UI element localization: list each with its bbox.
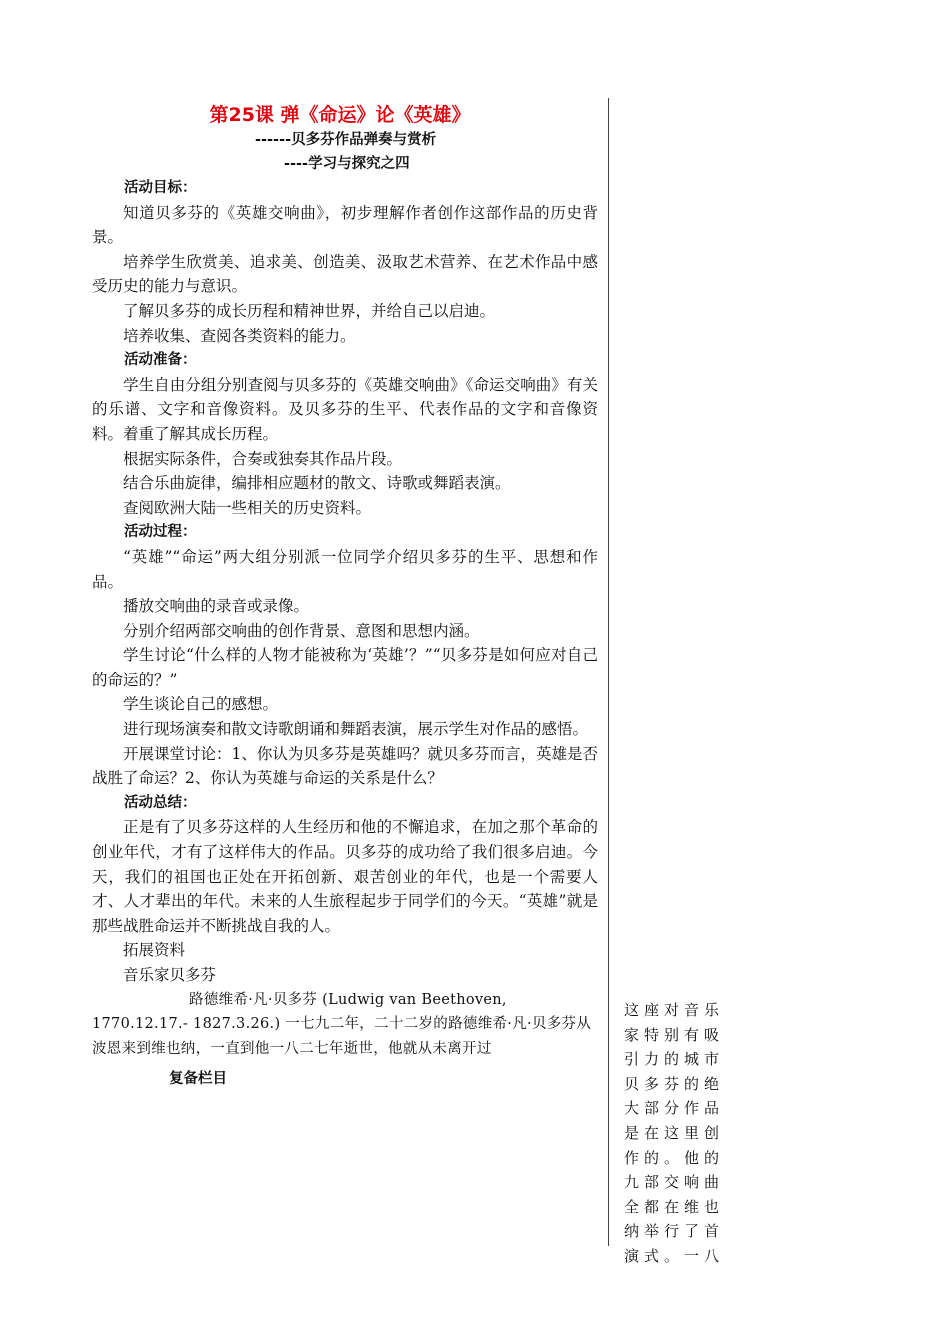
subtitle-1: ------贝多芬作品弹奏与赏析	[255, 132, 437, 148]
prep-paragraph: 查阅欧洲大陆一些相关的历史资料。	[123, 498, 372, 517]
sidebar-line: 是在这里创	[624, 1123, 725, 1142]
sidebar-line: 大部分作品	[624, 1099, 725, 1118]
prep-heading: 活动准备：	[124, 352, 197, 369]
process-paragraph: 分别介绍两部交响曲的创作背景、意图和思想内涵。	[123, 621, 480, 640]
process-paragraph: 进行现场演奏和散文诗歌朗诵和舞蹈表演，展示学生对作品的感悟。	[123, 720, 589, 739]
summary-heading: 活动总结：	[124, 794, 197, 811]
sidebar-line: 演式。一八	[624, 1246, 725, 1265]
bio-paragraph: 路德维希·凡·贝多芬 (Ludwig van Beethoven, 1770.12.17.- 1827.3.26.) 一七九二年，二十二岁的路德维希·凡·贝多芬从波恩来到维也纳，一直到他一八二七年逝世，他就从未离开过	[92, 991, 592, 1057]
process-paragraph: 学生讨论“什么样的人物才能被称为‘英雄’？”“贝多芬是如何应对自己的命运的？”	[92, 646, 598, 689]
sidebar-line: 全都在维也	[624, 1197, 725, 1216]
prep-paragraph: 结合乐曲旋律，编排相应题材的散文、诗歌或舞蹈表演。	[123, 474, 511, 493]
page-title: 第25课 弹《命运》论《英雄》	[209, 104, 471, 126]
goal-paragraph: 知道贝多芬的《英雄交响曲》，初步理解作者创作这部作品的历史背景。	[92, 203, 598, 247]
column-divider	[608, 98, 609, 1246]
review-heading: 复备栏目	[169, 1071, 227, 1088]
sidebar-line: 作的。他的	[624, 1148, 725, 1167]
subtitle-2: ----学习与探究之四	[284, 156, 410, 172]
goal-paragraph: 了解贝多芬的成长历程和精神世界，并给自己以启迪。	[123, 301, 496, 320]
main-column	[92, 102, 598, 1092]
sidebar-line: 这座对音乐	[624, 1001, 725, 1019]
process-paragraph: “英雄”“命运”两大组分别派一位同学介绍贝多芬的生平、思想和作品。	[92, 547, 598, 591]
sidebar-line: 纳举行了首	[624, 1222, 725, 1241]
extra-subheading: 音乐家贝多芬	[123, 966, 217, 984]
summary-paragraph: 正是有了贝多芬这样的人生经历和他的不懈追求，在加之那个革命的创业年代，才有了这样伟大的作品。贝多芬的成功给了我们很多启迪。今天，我们的祖国也正处在开拓创新、艰苦创业的年代，也是一个需要人才、人才辈出的年代。未来的人生旅程起步于同学们的今天。“英雄”就是那些战胜命运并不断挑战自我的人。	[92, 818, 598, 935]
process-heading: 活动过程：	[124, 524, 197, 541]
sidebar-line: 九部交响曲	[624, 1173, 725, 1192]
extra-heading: 拓展资料	[123, 941, 186, 960]
sidebar-line: 贝多芬的绝	[624, 1074, 725, 1093]
sidebar-column	[624, 998, 724, 1269]
sidebar-line: 家特别有吸	[624, 1025, 725, 1044]
process-paragraph: 播放交响曲的录音或录像。	[123, 597, 310, 616]
prep-paragraph: 学生自由分组分别查阅与贝多芬的《英雄交响曲》《命运交响曲》有关的乐谱、文字和音像资料。及贝多芬的生平、代表作品的文字和音像资料。着重了解其成长历程。	[92, 375, 598, 443]
goals-heading: 活动目标：	[124, 180, 197, 196]
goal-paragraph: 培养收集、查阅各类资料的能力。	[123, 326, 356, 345]
process-paragraph: 学生谈论自己的感想。	[123, 695, 279, 714]
goal-paragraph: 培养学生欣赏美、追求美、创造美、汲取艺术营养、在艺术作品中感受历史的能力与意识。	[92, 252, 598, 296]
prep-paragraph: 根据实际条件，合奏或独奏其作品片段。	[123, 449, 403, 468]
process-paragraph: 开展课堂讨论：1、你认为贝多芬是英雄吗？就贝多芬而言，英雄是否战胜了命运？2、你认为英雄与命运的关系是什么？	[92, 744, 598, 788]
sidebar-line: 引力的城市	[624, 1050, 725, 1069]
